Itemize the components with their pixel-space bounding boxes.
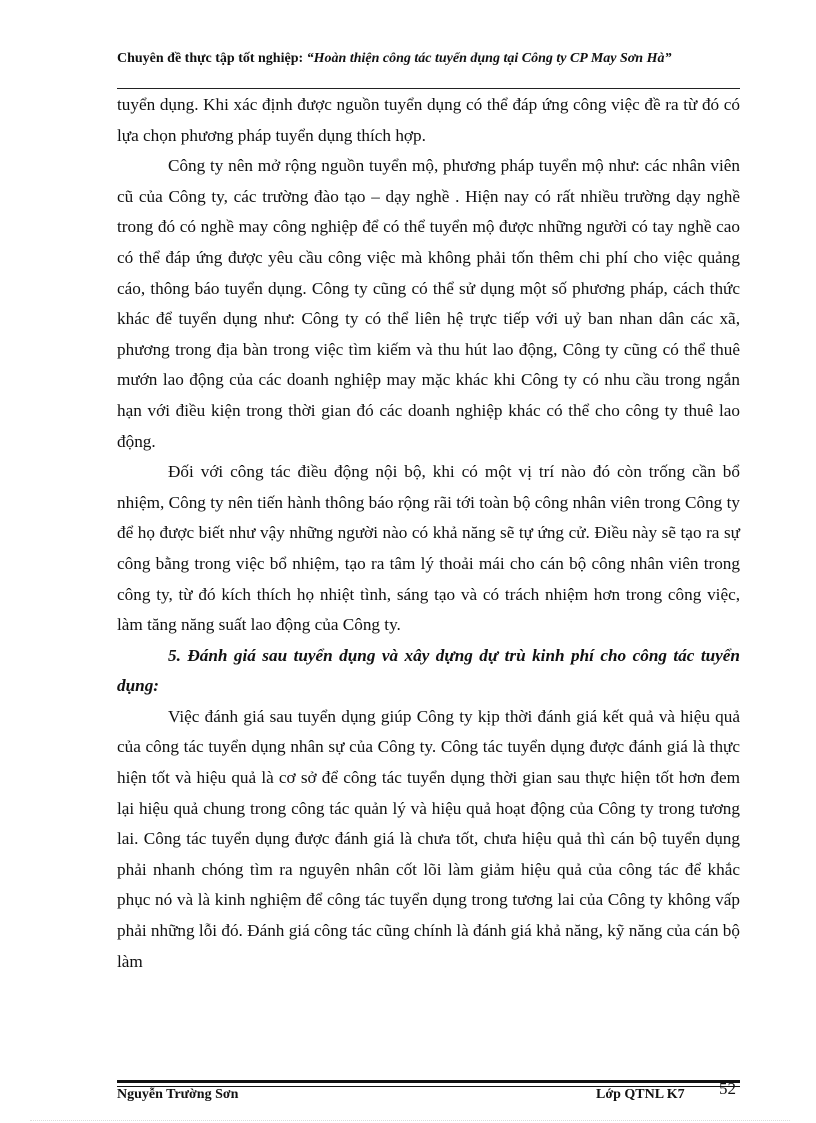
section-heading: 5. Đánh giá sau tuyển dụng và xây dựng dự trù kinh phí cho công tác tuyển dụng: [117,645,740,696]
header-title: “Hoàn thiện công tác tuyển dụng tại Công ty CP May Sơn Hà” [306,51,672,66]
page-header [117,50,740,67]
page-edge-divider [30,1120,790,1121]
footer-class: Lớp QTNL K7 [596,1087,685,1102]
document-body [117,90,740,977]
header-prefix: Chuyên đề thực tập tốt nghiệp: [117,51,307,66]
paragraph-1: tuyển dụng. Khi xác định được nguồn tuyển dụng có thể đáp ứng công việc đề ra từ đó có lựa chọn phương pháp tuyển dụng thích hợp. [117,95,740,145]
paragraph-3: Đối với công tác điều động nội bộ, khi có một vị trí nào đó còn trống cần bổ nhiệm, Công ty nên tiến hành thông báo rộng rãi tới toàn bộ công nhân viên trong Công ty để họ được biết như vậy những người nào có khả năng sẽ tự ứng cử. Điều này sẽ tạo ra sự công bằng trong việc bổ nhiệm, tạo ra tâm lý thoải mái cho cán bộ công nhân viên trong công ty, từ đó kích thích họ nhiệt tình, sáng tạo và có trách nhiệm hơn trong công việc, làm tăng năng suất lao động của Công ty. [117,462,740,635]
paragraph-2: Công ty nên mở rộng nguồn tuyển mộ, phương pháp tuyển mộ như: các nhân viên cũ của Công ty, các trường đào tạo – dạy nghề . Hiện nay có rất nhiều trường dạy nghề trong đó có nghề may công nghiệp để có thể tuyển mộ được những người có tay nghề cao có thể đáp ứng được yêu cầu công việc mà không phải tốn thêm chi phí cho việc quảng cáo, thông báo tuyển dụng. Công ty cũng có thể sử dụng một số phương pháp, cách thức khác để tuyển dụng như: Công ty có thể liên hệ trực tiếp với uỷ ban nhan dân các xã, phương trong địa bàn trong việc tìm kiếm và thu hút lao động, Công ty cũng có thể thuê mướn lao động của các doanh nghiệp may mặc khác khi Công ty có nhu cầu trong ngắn hạn với điều kiện trong thời gian đó các doanh nghiệp khác có thể cho công ty thuê lao động. [117,156,740,451]
page-number: 52 [719,1079,736,1098]
paragraph-4: Việc đánh giá sau tuyển dụng giúp Công ty kịp thời đánh giá kết quả và hiệu quả của công tác tuyển dụng nhân sự của Công ty. Công tác tuyển dụng được đánh giá là thực hiện tốt và hiệu quả là cơ sở để công tác tuyển dụng thời gian sau thực hiện tốt hơn đem lại hiệu quả chung trong công tác quản lý và hiệu quả hoạt động của Công ty trong tương lai. Công tác tuyển dụng được đánh giá là chưa tốt, chưa hiệu quả thì cán bộ tuyển dụng phải nhanh chóng tìm ra nguyên nhân cốt lõi làm giảm hiệu quả của công tác để khắc phục nó và là kinh nghiệm để công tác tuyển dụng trong tương lai của Công ty không vấp phải những lỗi đó. Đánh giá công tác cũng chính là đánh giá khả năng, kỹ năng của cán bộ làm [117,706,740,971]
header-divider [117,88,740,89]
footer-divider [117,1080,740,1087]
footer-author: Nguyễn Trường Sơn [117,1087,239,1102]
